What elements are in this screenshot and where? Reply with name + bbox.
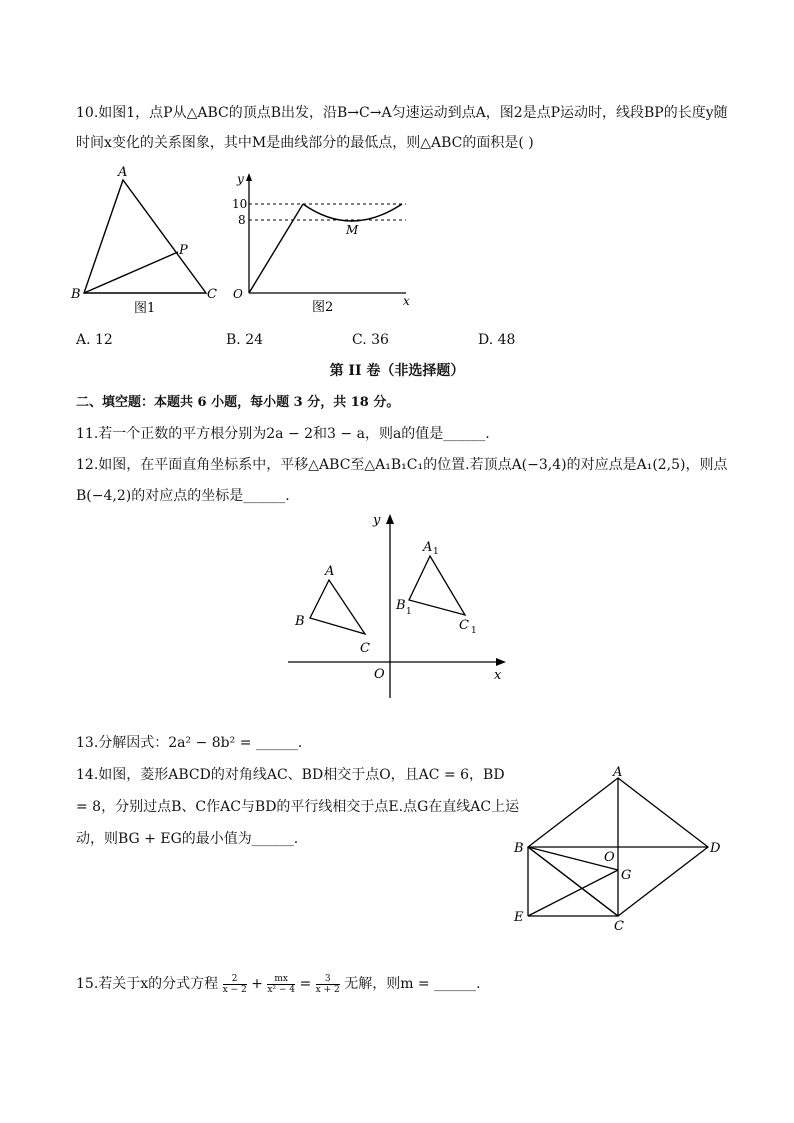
q15-text: [76, 972, 481, 996]
q14-figure: [508, 764, 728, 934]
q12-label-a1: A: [423, 540, 433, 555]
fig2-label-10: 10: [232, 197, 248, 211]
fig2-curve-part: [303, 204, 402, 221]
fig1-caption: 图1: [134, 301, 156, 316]
q12-label-c: C: [360, 641, 370, 656]
option-c: C. 36: [352, 332, 389, 348]
q12-line1: 12.如图，在平面直角坐标系中，平移△ABC至△A₁B₁C₁的位置.若顶点A(−3,4)的对应点是A₁(2,5)，则点: [76, 457, 728, 473]
q15-equals: =: [299, 976, 312, 992]
q14-line3: 动，则BG + EG的最小值为______.: [76, 831, 299, 847]
q12-label-b1-sub: 1: [406, 607, 412, 617]
q14-line1: 14.如图，菱形ABCD的对角线AC、BD相交于点O，且AC = 6，BD: [76, 767, 505, 783]
fig2-label-x: x: [403, 294, 410, 308]
q12-x-arrow: [496, 658, 506, 666]
q10-figure-1: [66, 162, 226, 322]
fig1-label-b: B: [71, 287, 81, 302]
fig2-y-arrow: [246, 173, 252, 181]
q12-figure: [284, 508, 514, 708]
q12-label-a1-sub: 1: [433, 547, 439, 557]
q10-line2: 时间x变化的关系图象，其中M是曲线部分的最低点，则△ABC的面积是( ): [76, 135, 534, 151]
fig2-caption: 图2: [312, 300, 334, 315]
fig2-label-8: 8: [238, 213, 246, 227]
q15-suffix: 无解，则m = ______.: [344, 976, 481, 992]
triangle-abc-q12: [310, 580, 365, 634]
q15-f2-den: x² − 4: [267, 984, 296, 995]
q14-label-e: E: [514, 910, 524, 925]
fig2-label-m: M: [346, 223, 359, 237]
q15-fraction-1: [223, 974, 247, 995]
q12-label-b1: B: [396, 598, 406, 613]
q12-label-o: O: [374, 667, 385, 682]
q14-label-a: A: [613, 765, 623, 780]
section-title: 第 II 卷（非选择题）: [329, 363, 465, 379]
fig2-linear-part: [249, 204, 303, 293]
q15-f3-num: 3: [316, 974, 340, 985]
option-b: B. 24: [226, 332, 264, 348]
q15-fraction-3: [316, 974, 340, 995]
fig2-label-o: O: [233, 287, 243, 301]
q15-prefix: 15.若关于x的分式方程: [76, 976, 219, 992]
fig1-label-a: A: [118, 165, 128, 180]
option-a: A. 12: [76, 332, 113, 348]
q12-label-c1: C: [459, 618, 469, 633]
q14-label-d: D: [710, 841, 721, 856]
q12-label-c1-sub: 1: [471, 626, 477, 636]
fig2-label-y: y: [237, 172, 244, 186]
q14-label-b: B: [514, 841, 524, 856]
option-d: D. 48: [478, 332, 516, 348]
fig1-label-c: C: [207, 287, 217, 302]
segment-eg: [528, 870, 618, 916]
q10-line1: 10.如图1，点P从△ABC的顶点B出发，沿B→C→A匀速运动到点A，图2是点P运动时，线段BP的长度y随: [76, 105, 728, 121]
q15-plus: +: [251, 976, 263, 992]
q11-text: 11.若一个正数的平方根分别为2a − 2和3 − a，则a的值是______.: [76, 426, 490, 442]
q14-label-g: G: [621, 868, 632, 883]
q15-f3-den: x + 2: [315, 984, 340, 995]
q12-label-y: y: [373, 513, 381, 528]
q13-text: 13.分解因式：2a² − 8b² = ______.: [76, 735, 303, 751]
q14-label-o: O: [604, 850, 615, 865]
fig1-label-p: P: [179, 243, 188, 258]
section-heading: 二、填空题：本题共 6 小题，每小题 3 分，共 18 分。: [76, 395, 400, 410]
q15-f1-num: 2: [223, 974, 247, 985]
q10-figure-2: [226, 170, 426, 320]
q12-label-a: A: [325, 564, 335, 579]
q12-label-x: x: [494, 668, 502, 683]
q14-line2: = 8，分别过点B、C作AC与BD的平行线相交于点E.点G在直线AC上运: [76, 799, 520, 815]
q15-fraction-2: [267, 974, 295, 995]
q12-label-b: B: [295, 614, 305, 629]
triangle-abc: [84, 180, 206, 293]
q15-f1-den: x − 2: [222, 984, 247, 995]
segment-bp: [84, 252, 178, 293]
triangle-a1b1c1: [409, 556, 465, 615]
q12-line2: B(−4,2)的对应点的坐标是______.: [76, 488, 290, 504]
q12-y-arrow: [386, 514, 394, 524]
q15-f2-num: mx: [267, 974, 295, 985]
q14-label-c: C: [614, 919, 624, 934]
